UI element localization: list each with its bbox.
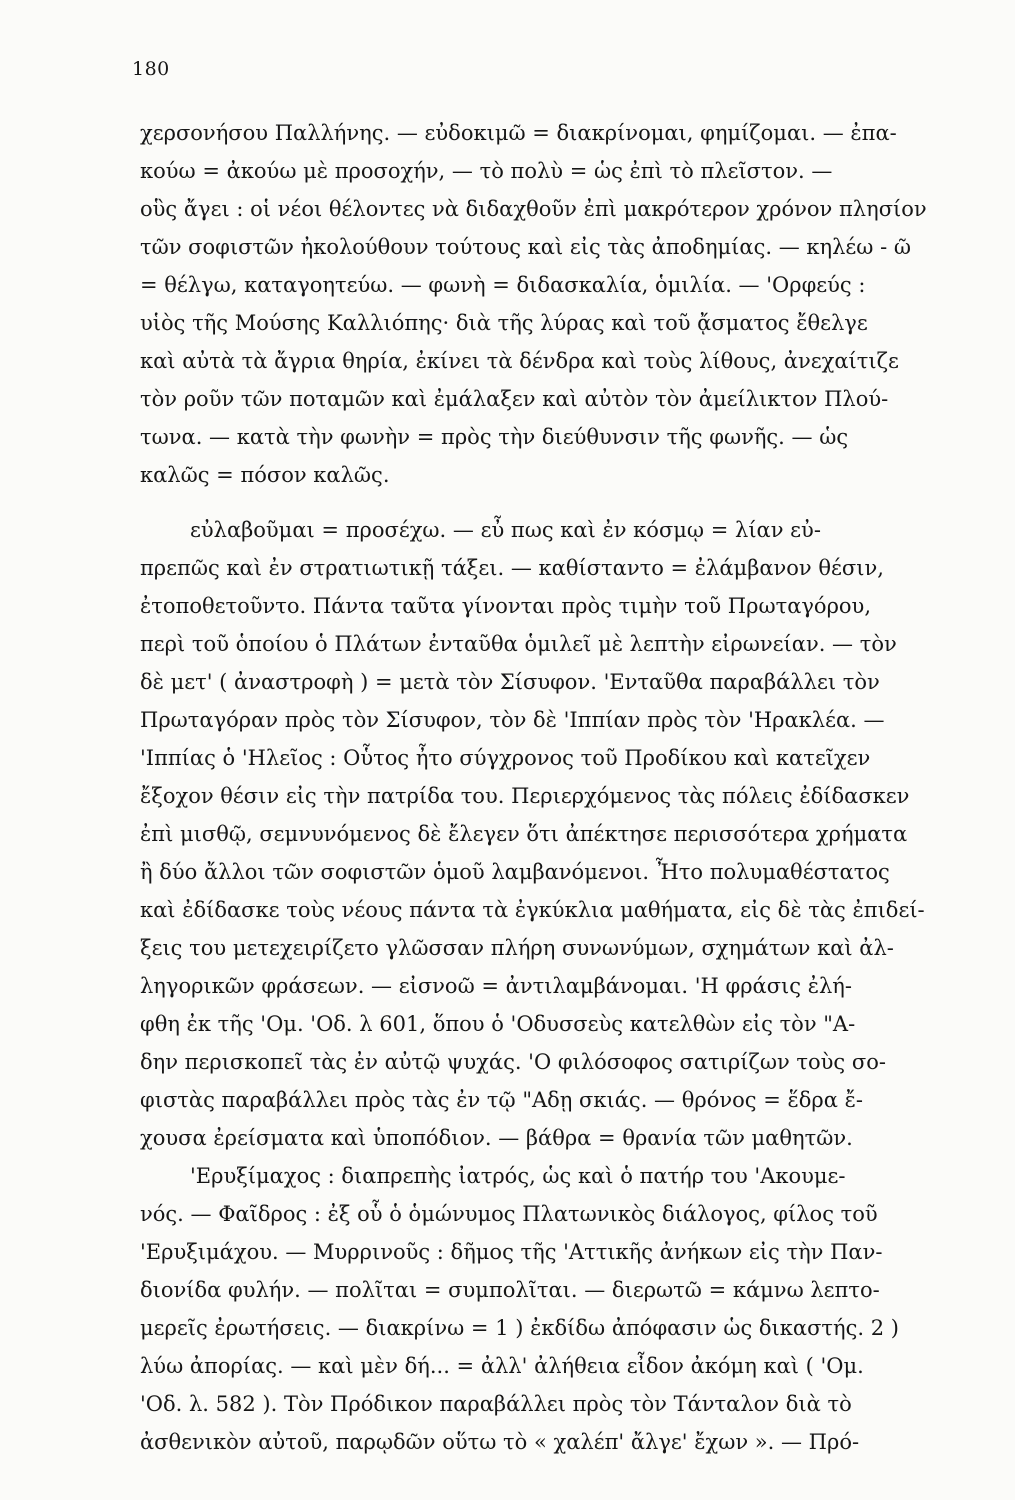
text-line: δην περισκοπεῖ τὰς ἐν αὐτῷ ψυχάς. 'Ο φιλόσοφος σατιρίζων τοὺς σο- [140, 1050, 886, 1074]
page-number: 180 [132, 58, 170, 80]
text-line: Πρωταγόραν πρὸς τὸν Σίσυφον, τὸν δὲ 'Ιππίαν πρὸς τὸν 'Ηρακλέα. — [140, 708, 885, 732]
text-line: ἢ δύο ἄλλοι τῶν σοφιστῶν ὁμοῦ λαμβανόμενοι. Ἦτο πολυμαθέστατος [140, 860, 890, 884]
text-line: καὶ ἐδίδασκε τοὺς νέους πάντα τὰ ἐγκύκλια μαθήματα, εἰς δὲ τὰς ἐπιδεί- [140, 898, 925, 922]
text-line: κούω = ἀκούω μὲ προσοχήν, — τὸ πολὺ = ὡς ἐπὶ τὸ πλεῖστον. — [140, 159, 833, 183]
text-line: καὶ αὐτὰ τὰ ἄγρια θηρία, ἐκίνει τὰ δένδρα καὶ τοὺς λίθους, ἀνεχαίτιζε [140, 349, 899, 373]
paragraph-2 [140, 511, 985, 1461]
text-line: τῶν σοφιστῶν ἠκολούθουν τούτους καὶ εἰς τὰς ἀποδημίας. — κηλέω - ῶ [140, 235, 911, 259]
text-line: δὲ μετ' ( ἀναστροφὴ ) = μετὰ τὸν Σίσυφον. 'Ενταῦθα παραβάλλει τὸν [140, 670, 880, 694]
text-line: ξεις του μετεχειρίζετο γλῶσσαν πλήρη συνωνύμων, σχημάτων καὶ ἀλ- [140, 936, 894, 960]
text-line: ἐπὶ μισθῷ, σεμνυνόμενος δὲ ἔλεγεν ὅτι ἀπέκτησε περισσότερα χρήματα [140, 822, 908, 846]
text-line: περὶ τοῦ ὁποίου ὁ Πλάτων ἐνταῦθα ὁμιλεῖ μὲ λεπτὴν εἰρωνείαν. — τὸν [140, 632, 897, 656]
text-line: τὸν ροῦν τῶν ποταμῶν καὶ ἐμάλαξεν καὶ αὐτὸν τὸν ἀμείλικτον Πλού- [140, 387, 889, 411]
text-line: χουσα ἐρείσματα καὶ ὑποπόδιον. — βάθρα = θρανία τῶν μαθητῶν. [140, 1126, 853, 1150]
text-line: φιστὰς παραβάλλει πρὸς τὰς ἐν τῷ "Αδῃ σκιάς. — θρόνος = ἕδρα ἔ- [140, 1088, 863, 1112]
text-line: νός. — Φαῖδρος : ἐξ οὗ ὁ ὁμώνυμος Πλατωνικὸς διάλογος, φίλος τοῦ [140, 1202, 878, 1226]
text-line: χερσονήσου Παλλήνης. — εὐδοκιμῶ = διακρίνομαι, φημίζομαι. — ἐπα- [140, 121, 897, 145]
text-line: 'Ερυξίμαχος : διαπρεπὴς ἰατρός, ὡς καὶ ὁ πατήρ του 'Ακουμε- [190, 1164, 846, 1188]
text-line: τωνα. — κατὰ τὴν φωνὴν = πρὸς τὴν διεύθυνσιν τῆς φωνῆς. — ὡς [140, 425, 849, 449]
text-line: ἐτοποθετοῦντο. Πάντα ταῦτα γίνονται πρὸς τιμὴν τοῦ Πρωταγόρου, [140, 594, 872, 618]
text-line: 'Ερυξιμάχου. — Μυρρινοῦς : δῆμος τῆς 'Αττικῆς ἀνήκων εἰς τὴν Παν- [140, 1240, 883, 1264]
text-line: = θέλγω, καταγοητεύω. — φωνὴ = διδασκαλία, ὁμιλία. — 'Ορφεύς : [140, 273, 866, 297]
text-line: υἱὸς τῆς Μούσης Καλλιόπης· διὰ τῆς λύρας καὶ τοῦ ᾄσματος ἔθελγε [140, 311, 868, 335]
paragraph-1 [140, 114, 985, 494]
text-line: μερεῖς ἐρωτήσεις. — διακρίνω = 1 ) ἐκδίδω ἀπόφασιν ὡς δικαστής. 2 ) [140, 1316, 899, 1340]
text-line: ἀσθενικὸν αὐτοῦ, παρῳδῶν οὕτω τὸ « χαλέπ' ἄλγε' ἔχων ». — Πρό- [140, 1430, 860, 1454]
text-line: οὓς ἄγει : οἱ νέοι θέλοντες νὰ διδαχθοῦν ἐπὶ μακρότερον χρόνον πλησίον [140, 197, 927, 221]
text-line: ληγορικῶν φράσεων. — εἰσνοῶ = ἀντιλαμβάνομαι. 'Η φράσις ἐλή- [140, 974, 852, 998]
text-line: λύω ἀπορίας. — καὶ μὲν δή... = ἀλλ' ἀλήθεια εἶδον ἀκόμη καὶ ( 'Ομ. [140, 1354, 864, 1378]
text-line: 'Ιππίας ὁ 'Ηλεῖος : Οὗτος ἦτο σύγχρονος τοῦ Προδίκου καὶ κατεῖχεν [140, 746, 871, 770]
text-line: εὐλαβοῦμαι = προσέχω. — εὖ πως καὶ ἐν κόσμῳ = λίαν εὐ- [190, 518, 821, 542]
text-line: καλῶς = πόσον καλῶς. [140, 463, 390, 487]
text-line: 'Οδ. λ. 582 ). Τὸν Πρόδικον παραβάλλει πρὸς τὸν Τάνταλον διὰ τὸ [140, 1392, 852, 1416]
text-line: διονίδα φυλήν. — πολῖται = συμπολῖται. — διερωτῶ = κάμνω λεπτο- [140, 1278, 880, 1302]
text-line: ἔξοχον θέσιν εἰς τὴν πατρίδα του. Περιερχόμενος τὰς πόλεις ἐδίδασκεν [140, 784, 910, 808]
text-line: φθη ἐκ τῆς 'Ομ. 'Οδ. λ 601, ὅπου ὁ 'Οδυσσεὺς κατελθὼν εἰς τὸν "Α- [140, 1012, 856, 1036]
text-line: πρεπῶς καὶ ἐν στρατιωτικῇ τάξει. — καθίσταντο = ἐλάμβανον θέσιν, [140, 556, 884, 580]
